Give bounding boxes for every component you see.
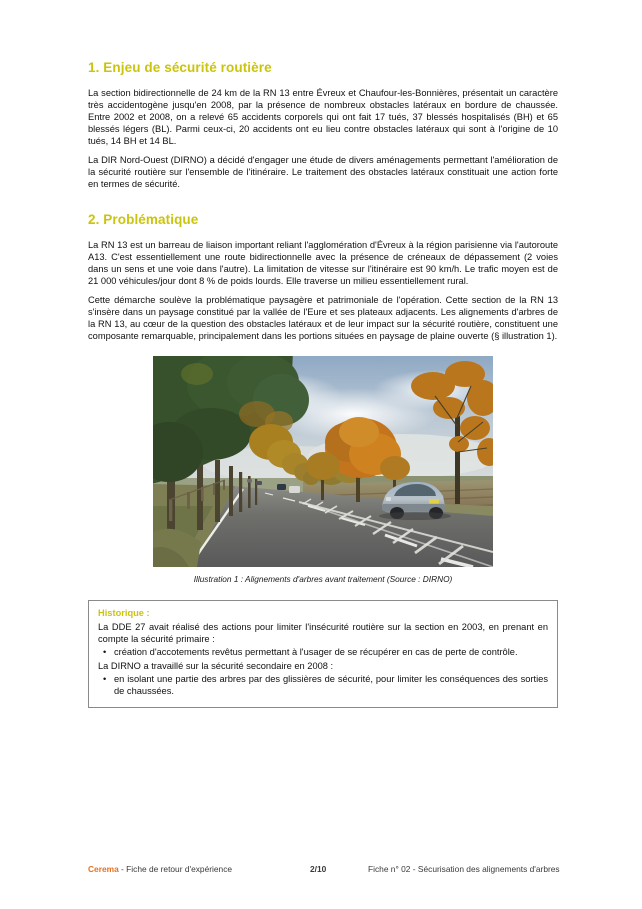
historique-callout	[88, 600, 558, 709]
footer-left-text: - Fiche de retour d'expérience	[118, 864, 233, 874]
callout-bullet-1: • création d'accotements revêtus permettant à l'usager de se récupérer en cas de perte de contrôle.	[114, 646, 548, 658]
footer-right-text: Fiche n° 02 - Sécurisation des alignements d'arbres	[368, 864, 560, 874]
footer-brand-cerema: Cerema	[88, 864, 119, 874]
page-footer	[88, 864, 558, 878]
section-heading-1: 1. Enjeu de sécurité routière	[88, 60, 272, 75]
figure-illustration-1	[88, 356, 558, 584]
section-1-paragraph-2: La DIR Nord-Ouest (DIRNO) a décidé d'engager une étude de divers aménagements permettant l'amélioration de la sécurité routière sur l'ensemble de l'itinéraire. Le traitement des obstacles latéraux constituait une action forte en termes de sécurité.	[88, 154, 558, 190]
figure-caption: Illustration 1 : Alignements d'arbres avant traitement (Source : DIRNO)	[193, 573, 453, 584]
road-trees-photograph	[153, 356, 493, 567]
footer-page-number: 2/10	[310, 864, 327, 874]
section-heading-2: 2. Problématique	[88, 212, 199, 228]
callout-list-2	[98, 673, 548, 697]
section-2-paragraph-1: La RN 13 est un barreau de liaison important reliant l'agglomération d'Évreux à la région parisienne via l'autoroute A13. C'est essentiellement une route bidirectionnelle avec la présence de créneaux de dépassement (2 voies dans un sens et une voie dans l'autre). La limitation de vitesse sur l'itinéraire est 90 km/h. Le trafic moyen est de 21 000 véhicules/jour dont 8 % de poids lourds. Elle traverse un milieu essentiellement rural.	[88, 239, 558, 287]
page-content	[88, 60, 558, 708]
section-1-paragraph-1: La section bidirectionnelle de 24 km de la RN 13 entre Évreux et Chaufour-les-Bonnières, présentait un caractère très accidentogène jusqu'en 2008, par la présence de nombreux obstacles latéraux en bordure de chaussée. Entre 2002 et 2008, on a relevé 65 accidents corporels qui ont fait 17 tués, 37 blessés hospitalisés (BH) et 65 blessés légers (BL). Parmi ceux-ci, 20 accidents ont eu lieu contre obstacles latéraux qui sont à l'origine de 10 tués, 14 BH et 14 BL.	[88, 87, 558, 146]
footer-left-block	[88, 864, 232, 874]
callout-paragraph-2: La DIRNO a travaillé sur la sécurité secondaire en 2008 :	[98, 660, 334, 671]
callout-paragraph-1: La DDE 27 avait réalisé des actions pour limiter l'insécurité routière sur la section en 2003, en prenant en compte la sécurité primaire :	[98, 621, 548, 644]
callout-list-1	[98, 646, 548, 658]
callout-bullet-2: • en isolant une partie des arbres par des glissières de sécurité, pour limiter les conséquences des sorties de chaussées.	[114, 673, 548, 697]
section-2-paragraph-2: Cette démarche soulève la problématique paysagère et patrimoniale de l'opération. Cette section de la RN 13 s'insère dans un paysage constitué par la vallée de l'Eure et ses plateaux adjacents. Les alignements d'arbres de la RN 13, au cœur de la question des obstacles latéraux et de leur impact sur la sécurité routière, constituent une composante remarquable, principalement dans les portions situées en paysage de plaine ouverte (§ illustration 1).	[88, 295, 558, 342]
callout-title: Historique :	[98, 607, 150, 618]
